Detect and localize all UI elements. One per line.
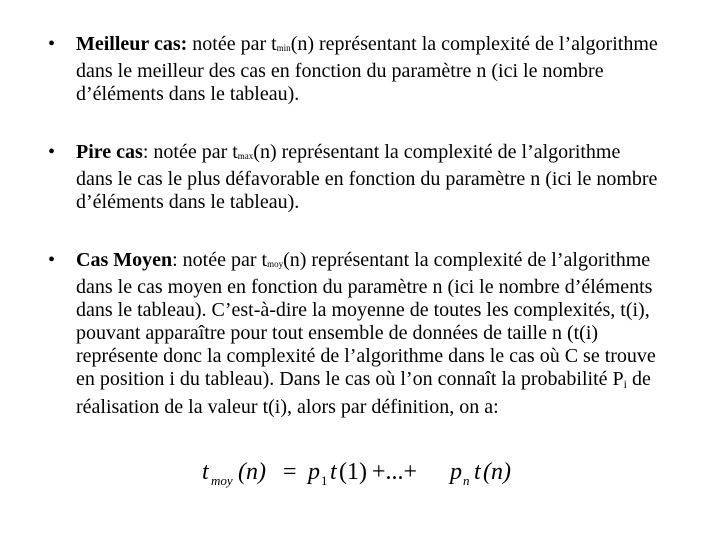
bullet-dot-icon: • xyxy=(48,141,56,163)
formula-plus-dots: +...+ xyxy=(372,459,418,485)
formula-sub-n: n xyxy=(463,473,470,488)
bullet-average-case xyxy=(48,249,658,419)
formula-p1: p xyxy=(308,459,320,485)
formula-equals: = xyxy=(283,459,297,485)
subscript-i: i xyxy=(623,377,627,391)
bullet-best-case xyxy=(48,33,658,106)
text-body: (n) représentant la complexité de l’algorithme dans le cas moyen en fonction du paramètre n (ici le nombre d’éléments dans le tableau). C’est-à-dire la moyenne de toutes les complexités, t(i), pouvant apparaître pour tout ensemble de données de taille n (t(i) représente donc la complexité de l’algorithme dans le cas où C se trouve en position i du tableau). Dans le cas où l’on connaît la probabilité P xyxy=(76,249,656,390)
term-best-case: Meilleur cas: xyxy=(76,33,188,55)
bullet-dot-icon: • xyxy=(48,249,56,271)
bullet-worst-case xyxy=(48,141,658,214)
formula-paren-1: (1) xyxy=(339,459,367,485)
formula-p2: p xyxy=(450,459,462,485)
subscript-max: max xyxy=(237,151,254,161)
text-prefix: : notée par t xyxy=(172,249,268,271)
subscript-moy: moy xyxy=(267,259,284,269)
formula-sub-moy: moy xyxy=(211,473,233,488)
text-prefix: notée par t xyxy=(187,33,277,55)
formula-t1: t xyxy=(330,459,337,485)
text-body-end: de réalisation de la valeur t(i), alors par définition, on a: xyxy=(76,368,651,418)
formula-n-paren: (n) xyxy=(238,459,266,485)
bullet-dot-icon: • xyxy=(48,33,56,55)
term-average-case: Cas Moyen xyxy=(76,249,173,271)
formula-sub-1: 1 xyxy=(321,473,328,488)
bullet-list xyxy=(48,33,658,419)
subscript-min: min xyxy=(276,43,291,53)
formula-t: t xyxy=(202,459,209,485)
text-body: (n) représentant la complexité de l’algorithme dans le cas le plus défavorable en fonction du paramètre n (ici le nombre d’éléments dans le tableau). xyxy=(76,141,658,213)
term-worst-case: Pire cas xyxy=(76,141,143,163)
text-body: (n) représentant la complexité de l’algorithme dans le meilleur des cas en fonction du paramètre n (ici le nombre d’éléments dans le tableau). xyxy=(76,33,658,105)
formula-t2: t xyxy=(474,459,481,485)
text-prefix: : notée par t xyxy=(142,141,238,163)
formula-paren-n: (n) xyxy=(483,459,511,485)
average-complexity-formula xyxy=(200,454,540,494)
